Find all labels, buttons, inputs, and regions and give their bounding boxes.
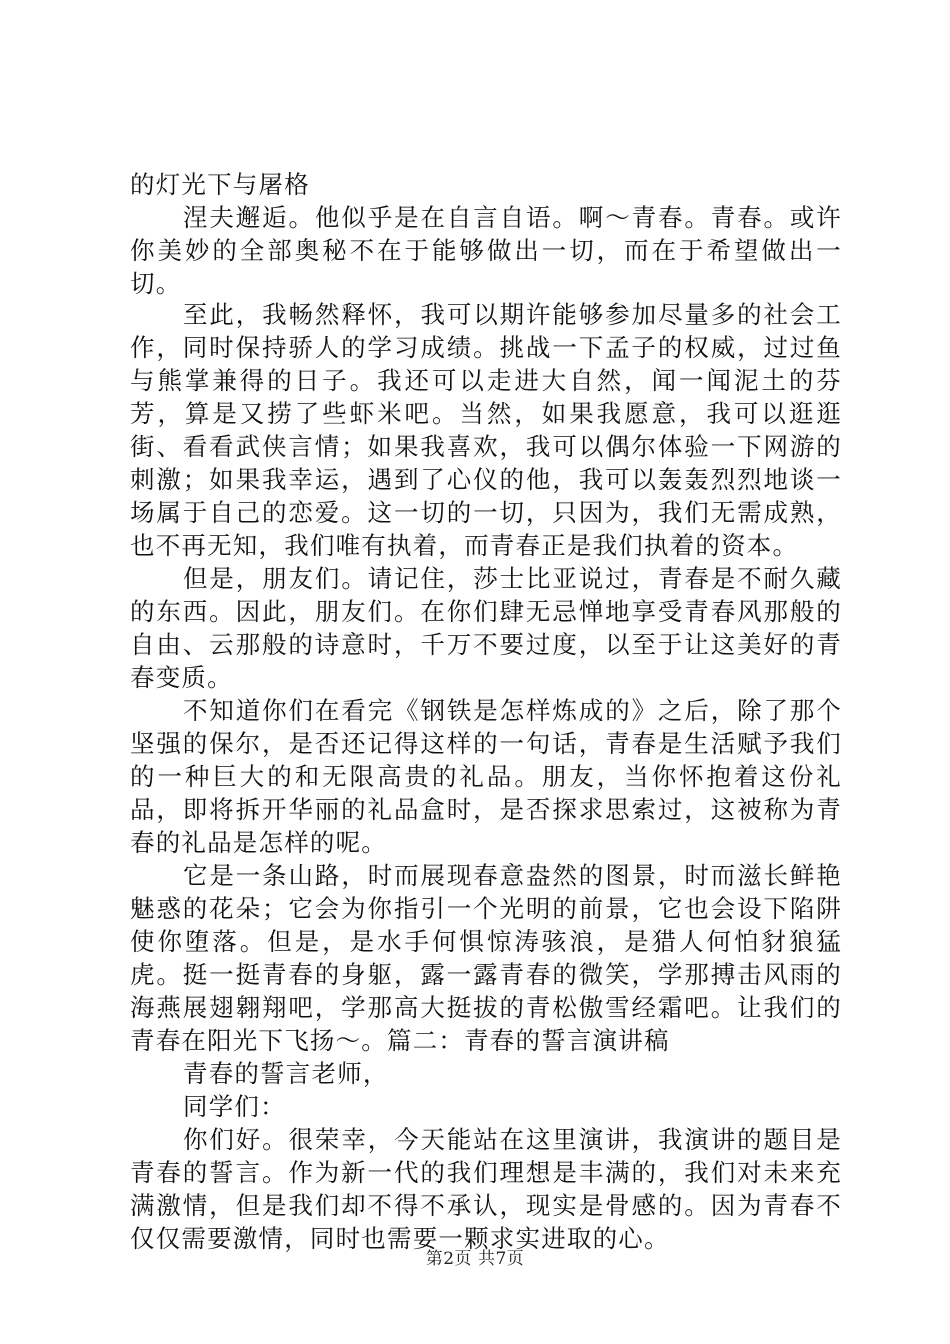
paragraph-speech-intro: 你们好。很荣幸，今天能站在这里演讲，我演讲的题目是青春的誓言。作为新一代的我们理想是丰满的，我们对未来充满激情，但是我们却不得不承认，现实是骨感的。因为青春不仅仅需要激情，同时也需要一颗求实进取的心。 xyxy=(130,1125,842,1253)
paragraph-salutation-students: 同学们： xyxy=(183,1092,286,1121)
body-text-main xyxy=(130,298,842,1255)
paragraph-mountain-road: 它是一条山路，时而展现春意盎然的图景，时而滋长鲜艳魅惑的花朵；它会为你指引一个光明的前景，它也会设下陷阱使你堕落。但是，是水手何惧惊涛骇浪，是猎人何怕豺狼猛虎。挺一挺青春的身躯，露一露青春的微笑，学那搏击风雨的海燕展翅翱翔吧，学那高大挺拔的青松傲雪经霜吧。让我们的青春在阳光下飞扬～。篇二：青春的誓言演讲稿 xyxy=(130,861,842,1055)
paragraph-release: 至此，我畅然释怀，我可以期许能够参加尽量多的社会工作，同时保持骄人的学习成绩。挑战一下孟子的权威，过过鱼与熊掌兼得的日子。我还可以走进大自然，闻一闻泥土的芬芳，算是又捞了些虾米吧。当然，如果我愿意，我可以逛逛街、看看武侠言情；如果我喜欢，我可以偶尔体验一下网游的刺激；如果我幸运，遇到了心仪的他，我可以轰轰烈烈地谈一场属于自己的恋爱。这一切的一切，只因为，我们无需成熟，也不再无知，我们唯有执着，而青春正是我们执着的资本。 xyxy=(130,300,842,560)
paragraph-continuation: 的灯光下与屠格 xyxy=(130,170,310,199)
paragraph-steel: 不知道你们在看完《钢铁是怎样炼成的》之后，除了那个坚强的保尔，是否还记得这样的一句话，青春是生活赋予我们的一种巨大的和无限高贵的礼品。朋友，当你怀抱着这份礼品，即将拆开华丽的礼品盒时，是否探求思索过，这被称为青春的礼品是怎样的呢。 xyxy=(130,696,842,857)
paragraph-youth-secret: 涅夫邂逅。他似乎是在自言自语。啊～青春。青春。或许你美妙的全部奥秘不在于能够做出一切，而在于希望做出一切。 xyxy=(130,203,842,298)
paragraph-shakespeare: 但是，朋友们。请记住，莎士比亚说过，青春是不耐久藏的东西。因此，朋友们。在你们肆无忌惮地享受青春风那般的自由、云那般的诗意时，千万不要过度，以至于让这美好的青春变质。 xyxy=(130,564,842,692)
body-text-top xyxy=(130,168,842,300)
paragraph-salutation-teacher: 青春的誓言老师， xyxy=(183,1059,389,1088)
page-footer: 第2页 共7页 xyxy=(425,1249,525,1269)
